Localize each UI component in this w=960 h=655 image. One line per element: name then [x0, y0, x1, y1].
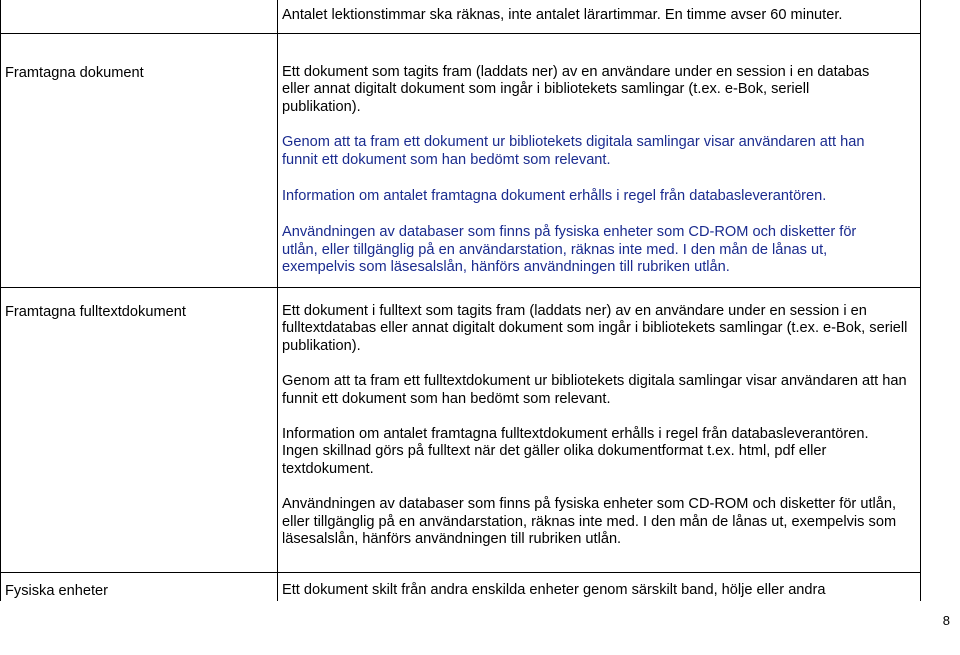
- row-3-paragraph-0: Ett dokument skilt från andra enskilda enheter genom särskilt band, hölje eller andra: [282, 582, 826, 598]
- row-divider-1: [0, 33, 921, 34]
- row-2-description: [282, 303, 918, 548]
- table-left-border: [0, 0, 1, 601]
- row-1-paragraph-2: Information om antalet framtagna dokument erhålls i regel från databasleverantören.: [282, 188, 827, 205]
- table-right-border: [920, 0, 921, 601]
- row-1-description: [282, 64, 894, 277]
- row-3-description: [282, 582, 918, 599]
- row-2-label: Framtagna fulltextdokument: [5, 304, 186, 320]
- row-1-label: Framtagna dokument: [5, 65, 144, 81]
- table-column-divider: [277, 0, 278, 601]
- row-divider-3: [0, 572, 921, 573]
- row-2-paragraph-2: Information om antalet framtagna fulltextdokument erhålls i regel från databasleverantören. Ingen skillnad görs på fulltext när det gäller olika dokumentformat t.ex. html, pdf eller textdokument.: [282, 426, 869, 477]
- row-1-paragraph-1: Genom att ta fram ett dokument ur bibliotekets digitala samlingar visar användaren att han funnit ett dokument som han bedömt som relevant.: [282, 134, 865, 168]
- row-3-label: Fysiska enheter: [5, 583, 109, 599]
- row-2-paragraph-0: Ett dokument i fulltext som tagits fram (laddats ner) av en användare under en session i en fulltextdatabas eller annat digitalt dokument som ingår i bibliotekets samlingar (t.ex. e-Bok, seriell publikation).: [282, 303, 908, 354]
- row-2-paragraph-3: Användningen av databaser som finns på fysiska enheter som CD-ROM och disketter för utlån, eller tillgänglig på en användarstation, räknas inte med. I den mån de lånas ut, exempelvis som läsesalslån, hänförs användningen till rubriken utlån.: [282, 496, 897, 548]
- row-0-description: [282, 7, 916, 24]
- row-1-paragraph-3: Användningen av databaser som finns på fysiska enheter som CD-ROM och disketter för utlån, eller tillgänglig på en användarstation, räknas inte med. I den mån de lånas ut, exempelvis som läsesalslån, hänförs användningen till rubriken utlån.: [282, 224, 857, 276]
- page-number: 8: [942, 613, 950, 628]
- row-2-paragraph-1: Genom att ta fram ett fulltextdokument ur bibliotekets digitala samlingar visar användaren att han funnit ett dokument som han bedömt som relevant.: [282, 373, 907, 407]
- row-1-paragraph-0: Ett dokument som tagits fram (laddats ner) av en användare under en session i en databas eller annat digitalt dokument som ingår i bibliotekets samlingar (t.ex. e-Bok, seriell publikation).: [282, 64, 870, 115]
- row-divider-2: [0, 287, 921, 288]
- row-0-paragraph-0: Antalet lektionstimmar ska räknas, inte antalet lärartimmar. En timme avser 60 minuter.: [282, 7, 843, 23]
